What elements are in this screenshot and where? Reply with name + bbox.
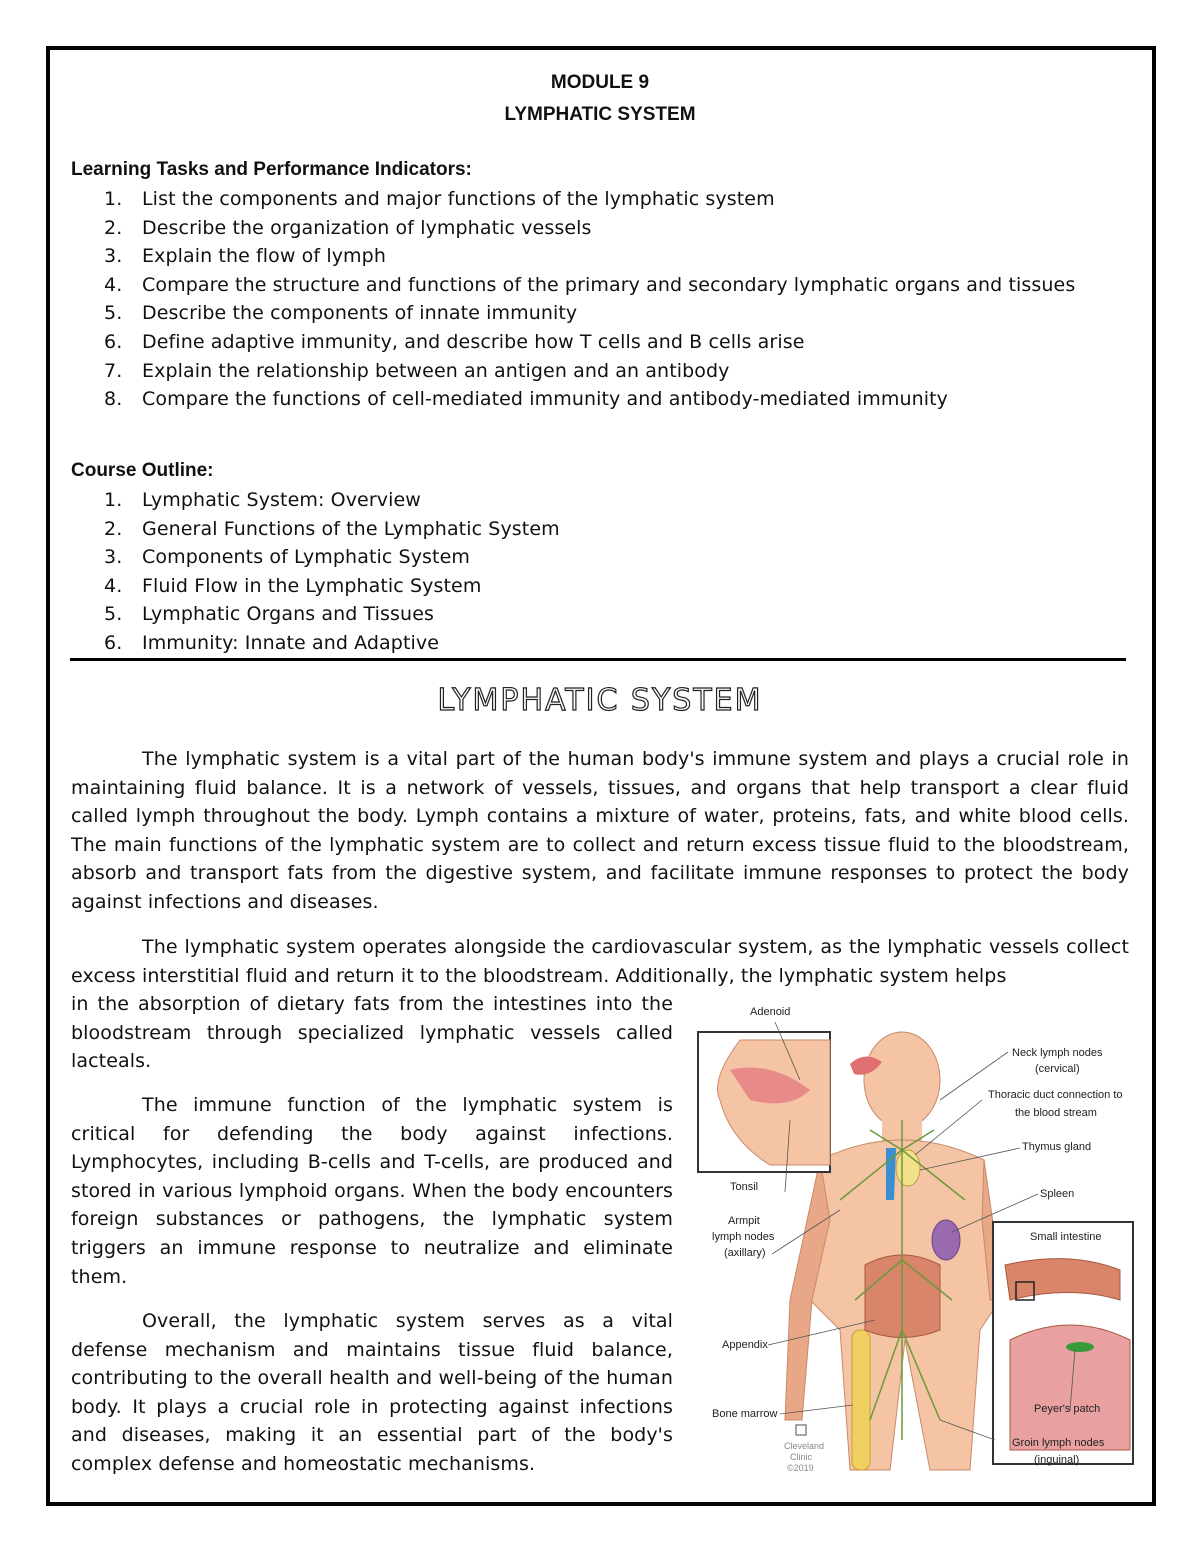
label-groin-nodes-sub: (inguinal) (1034, 1454, 1080, 1466)
label-neck-nodes: Neck lymph nodes (1012, 1047, 1103, 1059)
label-armpit: Armpit (728, 1215, 760, 1227)
list-item: 6. Define adaptive immunity, and describe how T cells and B cells arise (104, 330, 805, 353)
list-item: 8. Compare the functions of cell-mediated immunity and antibody-mediated immunity (104, 388, 948, 411)
label-armpit-sub: lymph nodes (712, 1231, 775, 1243)
peyers-patch-shape (1066, 1342, 1094, 1352)
list-item: 5. Describe the components of innate immunity (104, 302, 578, 325)
list-item: 2. Describe the organization of lymphatic vessels (104, 216, 592, 239)
credit-line-3: ©2019 (787, 1463, 814, 1473)
label-armpit-sub2: (axillary) (724, 1247, 766, 1259)
section-title: LYMPHATIC SYSTEM (437, 683, 763, 718)
spleen-shape (932, 1220, 960, 1260)
paragraph-intro: The lymphatic system is a vital part of the human body's immune system and plays a crucial role in maintaining fluid balance. It is a network of vessels, tissues, and organs that help transport a clear fluid called lymph throughout the body. Lymph contains a mixture of water, proteins, fats, and white blood cells. The main functions of the lymphatic system are to collect and return excess tissue fluid to the bloodstream, absorb and transport fats from the digestive system, and facilitate immune responses to protect the body against infections and diseases. (71, 748, 1129, 913)
list-item: 5. Lymphatic Organs and Tissues (104, 603, 434, 626)
bone-marrow-shape (852, 1330, 870, 1470)
label-adenoid: Adenoid (750, 1006, 791, 1018)
list-item: 3. Explain the flow of lymph (104, 245, 386, 268)
paragraph-immune: The immune function of the lymphatic system is critical for defending the body against infections. Lymphocytes, including B-cells and T-cells, are produced and stored in various lymphoid organs. When the body encounters foreign substances or pathogens, the lymphatic system triggers an immune response to neutralize and eliminate them. (71, 1094, 673, 1288)
label-bone-marrow: Bone marrow (712, 1408, 778, 1420)
label-neck-nodes-sub: (cervical) (1035, 1063, 1080, 1075)
label-thoracic-duct: Thoracic duct connection to (988, 1089, 1123, 1101)
paragraph-cardiovascular-cont: in the absorption of dietary fats from the intestines into the bloodstream through specialized lymphatic vessels called lacteals. (71, 993, 673, 1073)
list-item: 7. Explain the relationship between an antigen and an antibody (104, 359, 730, 382)
module-number: MODULE 9 (550, 72, 650, 93)
list-item: 1. List the components and major functions of the lymphatic system (104, 188, 775, 210)
section-divider (70, 658, 1126, 661)
lymphatic-system-illustration (690, 1000, 1138, 1478)
label-tonsil: Tonsil (730, 1181, 759, 1193)
list-item: 6. Immunity: Innate and Adaptive (104, 631, 440, 654)
label-groin-nodes: Groin lymph nodes (1012, 1437, 1105, 1449)
course-outline-heading: Course Outline: (71, 460, 214, 481)
paragraph-overall: Overall, the lymphatic system serves as a vital defense mechanism and maintains tissue fluid balance, contributing to the overall health and well-being of the human body. It plays a crucial role in protecting against infections and diseases, making it an essential part of the body's complex defense and homeostatic mechanisms. (71, 1310, 673, 1475)
list-item: 4. Fluid Flow in the Lymphatic System (104, 574, 482, 597)
credit-line-2: Clinic (790, 1452, 813, 1462)
learning-tasks-list (71, 185, 1131, 414)
module-subject: LYMPHATIC SYSTEM (504, 104, 696, 125)
learning-tasks-heading: Learning Tasks and Performance Indicators: (71, 159, 472, 180)
label-small-intestine: Small intestine (1030, 1231, 1102, 1243)
credit-line-1: Cleveland (784, 1441, 825, 1451)
list-item: 4. Compare the structure and functions of the primary and secondary lymphatic organs and tissues (104, 273, 1076, 296)
course-outline-list (71, 486, 1131, 658)
label-thymus: Thymus gland (1022, 1141, 1092, 1153)
label-spleen: Spleen (1040, 1188, 1075, 1200)
paragraph-cardiovascular: The lymphatic system operates alongside the cardiovascular system, as the lymphatic vessels collect excess interstitial fluid and return it to the bloodstream. Additionally, the lymphatic system helps (71, 936, 1129, 987)
list-item: 2. General Functions of the Lymphatic System (104, 517, 560, 540)
label-peyers-patch: Peyer's patch (1034, 1403, 1101, 1415)
list-item: 3. Components of Lymphatic System (104, 546, 471, 569)
cleveland-clinic-logo-icon (796, 1425, 806, 1435)
label-thoracic-duct-sub: the blood stream (1015, 1107, 1097, 1119)
list-item: 1. Lymphatic System: Overview (104, 489, 421, 511)
label-appendix: Appendix (722, 1339, 768, 1351)
